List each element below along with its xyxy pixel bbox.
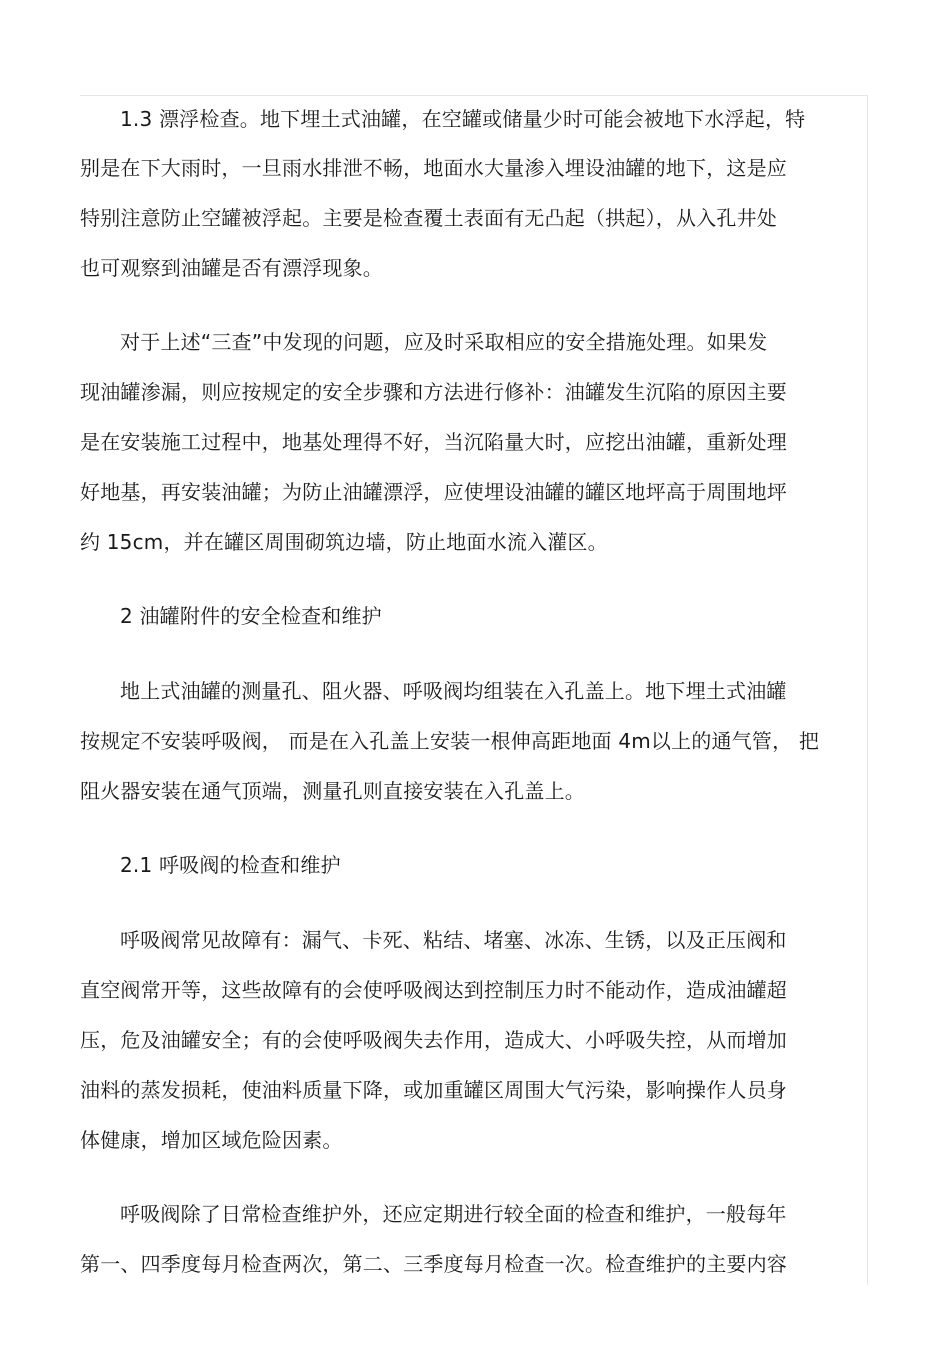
paragraph-maintenance-line-1: 呼吸阀除了日常检查维护外，还应定期进行较全面的检查和维护，一般每年	[120, 1202, 787, 1226]
paragraph-issues-line-1: 对于上述“三查”中发现的问题，应及时采取相应的安全措施处理。如果发	[120, 330, 768, 354]
paragraph-fittings-line-2: 按规定不安装呼吸阀， 而是在入孔盖上安装一根伸高距地面 4m以上的通气管， 把	[80, 729, 820, 753]
paragraph-issues-line-2: 现油罐渗漏，则应按规定的安全步骤和方法进行修补：油罐发生沉陷的原因主要	[80, 380, 787, 404]
paragraph-faults-line-2: 直空阀常开等，这些故障有的会使呼吸阀达到控制压力时不能动作，造成油罐超	[80, 978, 787, 1002]
paragraph-1-3-line-3: 特别注意防止空罐被浮起。主要是检查覆土表面有无凸起（拱起），从入孔井处	[80, 206, 777, 230]
paragraph-faults-line-4: 油料的蒸发损耗，使油料质量下降，或加重罐区周围大气污染，影响操作人员身	[80, 1078, 787, 1102]
paragraph-1-3-line-4: 也可观察到油罐是否有漂浮现象。	[80, 256, 383, 280]
section-heading-2-1: 2.1 呼吸阀的检查和维护	[120, 853, 341, 877]
paragraph-maintenance-line-2: 第一、四季度每月检查两次，第二、三季度每月检查一次。检查维护的主要内容	[80, 1252, 787, 1276]
paragraph-faults-line-1: 呼吸阀常见故障有：漏气、卡死、粘结、堵塞、冰冻、生锈，以及正压阀和	[120, 928, 787, 952]
paragraph-fittings-line-1: 地上式油罐的测量孔、阻火器、呼吸阀均组装在入孔盖上。地下埋土式油罐	[120, 679, 787, 703]
section-heading-2: 2 油罐附件的安全检查和维护	[120, 604, 382, 628]
paragraph-1-3-line-2: 别是在下大雨时，一旦雨水排泄不畅，地面水大量渗入埋设油罐的地下，这是应	[80, 156, 787, 180]
paragraph-issues-line-4: 好地基，再安装油罐；为防止油罐漂浮，应使埋设油罐的罐区地坪高于周围地坪	[80, 480, 787, 504]
paragraph-faults-line-5: 体健康，增加区域危险因素。	[80, 1128, 343, 1152]
paragraph-issues-line-5: 约 15cm，并在罐区周围砌筑边墙，防止地面水流入灌区。	[80, 530, 608, 554]
paragraph-issues-line-3: 是在安装施工过程中，地基处理得不好，当沉陷量大时，应挖出油罐，重新处理	[80, 430, 787, 454]
paragraph-faults-line-3: 压，危及油罐安全；有的会使呼吸阀失去作用，造成大、小呼吸失控，从而增加	[80, 1028, 787, 1052]
paragraph-1-3-line-1: 1.3 漂浮检查。地下埋土式油罐，在空罐或储量少时可能会被地下水浮起，特	[120, 107, 806, 131]
paragraph-fittings-line-3: 阻火器安装在通气顶端，测量孔则直接安装在入孔盖上。	[80, 779, 585, 803]
